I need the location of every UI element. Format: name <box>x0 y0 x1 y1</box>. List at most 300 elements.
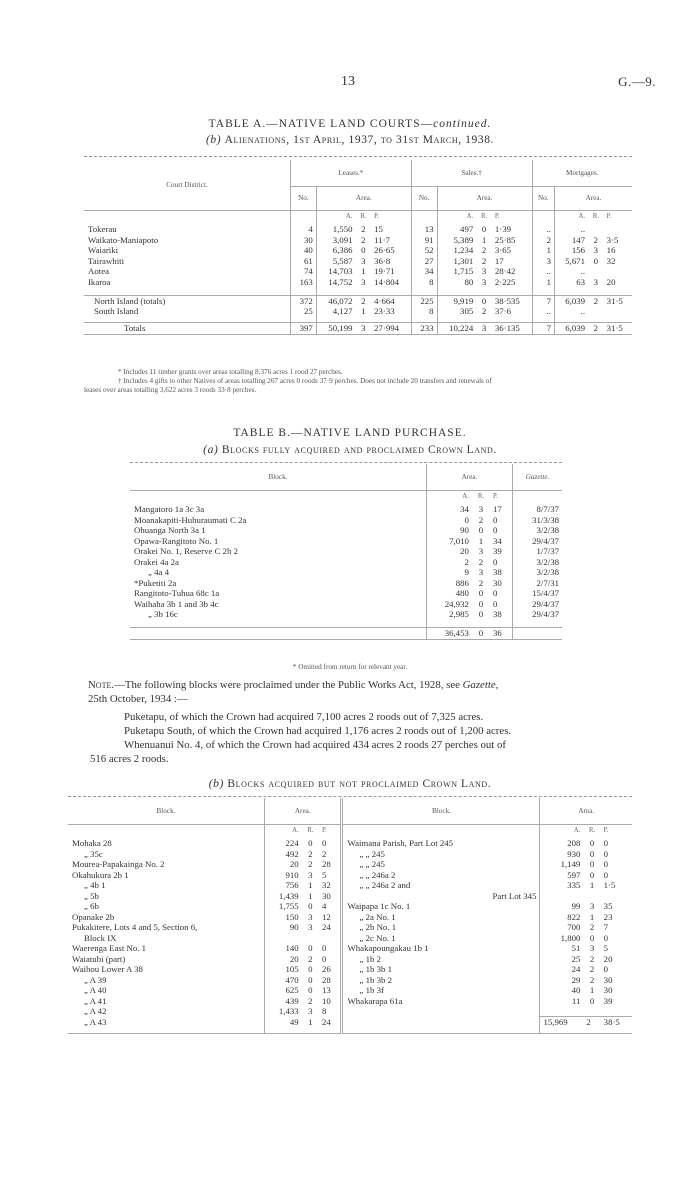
sales-roods: 0 <box>481 224 487 234</box>
area-perches: 0 <box>490 588 513 599</box>
block-name: „ 1b 3f <box>342 985 540 996</box>
mortgages-no: 2 <box>532 235 554 246</box>
sales-acres: 9,919 <box>453 295 474 306</box>
leases-acres: 4,127 <box>332 306 353 316</box>
total-roods: 0 <box>478 628 484 638</box>
mortgages-perches <box>604 224 632 235</box>
table-b-subtitle-a: (a) Blocks fully acquired and proclaimed Crown Land. <box>203 444 497 456</box>
table-row <box>68 943 632 954</box>
table-row <box>68 964 632 975</box>
sales-perches: 17 <box>492 256 532 267</box>
block-name: Pukakitere, Lots 4 and 5, Section 6, <box>68 922 265 933</box>
area-perches: 0 <box>603 859 609 869</box>
subtotal-row <box>84 295 632 306</box>
area-acres: 822 <box>567 911 581 922</box>
block-name: „ 4a 4 <box>130 567 427 578</box>
area-perches: 24 <box>321 1016 331 1027</box>
sales-acres: 1,234 <box>453 245 474 255</box>
leases-perches: 23·33 <box>371 306 411 317</box>
block-name: „ A 42 <box>68 1006 265 1017</box>
mortgages-roods <box>588 266 604 277</box>
area-perches: 5 <box>603 943 609 953</box>
sales-acres: 10,224 <box>449 323 474 333</box>
sales-acres: 1,715 <box>453 266 474 276</box>
col-area: Area. <box>316 186 411 210</box>
mortgages-perches: 20 <box>606 276 616 287</box>
mortgages-perches <box>604 306 632 317</box>
table-row <box>68 975 632 986</box>
area-acres: 480 <box>455 588 469 598</box>
table-b-subtitle-b: (b) Blocks acquired but not proclaimed Crown Land. <box>208 778 492 790</box>
area-perches: 13 <box>321 985 331 995</box>
mortgages-perches: 16 <box>606 245 616 255</box>
block-name: „ A 41 <box>68 996 265 1007</box>
leases-acres: 14,703 <box>328 266 353 276</box>
table-row <box>68 901 632 912</box>
area-roods: 3 <box>308 922 313 932</box>
leases-acres: 14,752 <box>328 276 353 287</box>
block-name: „ „ 245 <box>342 859 540 870</box>
col-no: No. <box>291 186 317 210</box>
area-roods: 2 <box>478 577 484 588</box>
mortgages-acres: 5,671 <box>565 255 586 266</box>
area-roods: 2 <box>589 953 595 964</box>
area-acres: 1,439 <box>278 890 299 901</box>
area-acres: 11 <box>571 995 581 1006</box>
block-name: „ 2c No. 1 <box>342 933 540 944</box>
mortgages-no: .. <box>532 224 554 235</box>
mortgages-acres: .. <box>580 224 586 234</box>
area-perches: 2 <box>321 848 327 859</box>
mortgages-no: 1 <box>532 277 554 288</box>
table-row <box>68 954 632 965</box>
area-perches: 28 <box>321 859 331 869</box>
table-a: Court District. Leases.* Sales.† Mortgages. No. Area. No. Area. No. Area. A. R. P. A. R. P. A. R. P. Tokerau 4 1,550 2 15 13 497 0 1·39 .. .. Waikato-Maniapoto 30 3,091 2 11·7 91 5,389 1 25·85 2 147 2 3·5 Waiariki 40 6,386 0 26·65 52 1,234 2 3·65 1 156 3 16 Tairawhiti 61 5,587 3 36·8 27 1,301 2 17 3 5,671 0 32 Aotea 74 14,703 1 19·71 34 1,715 3 28·42 .. .. Ikaroa 163 14,752 3 14·804 8 80 3 2·225 1 63 3 20 North Island (totals) 372 46,072 2 4·664 225 9,919 0 38·535 7 6,039 2 31·5 South Island 25 4,127 1 23·33 8 305 2 37·6 .. .. Totals 397 50,199 3 27·994 233 10,224 3 36·135 7 6,039 2 31·5 <box>84 160 632 335</box>
note-item: Puketapu South, of which the Crown had acquired 1,176 acres 2 roods out of 1,200 acres. <box>124 725 512 737</box>
block-name: Waimana Parish, Part Lot 245 <box>342 838 540 849</box>
col-block: Block. <box>130 464 427 490</box>
table-row <box>84 224 632 235</box>
table-row <box>84 256 632 267</box>
area-perches: 28 <box>321 974 331 985</box>
area-acres: 105 <box>285 964 299 974</box>
area-perches: 0 <box>321 943 327 953</box>
area-acres: 29 <box>571 974 581 985</box>
table-row <box>68 1017 632 1028</box>
sales-perches: 37·6 <box>492 306 532 317</box>
block-name: „ 5b <box>68 891 265 902</box>
sales-no: 27 <box>411 256 437 267</box>
court-district: Aotea <box>84 266 291 277</box>
area-perches: 0 <box>603 869 609 880</box>
area-acres: 597 <box>567 869 581 880</box>
leases-no: 163 <box>291 277 317 288</box>
block-name: Waiatubi (part) <box>68 954 265 965</box>
area-acres: 140 <box>285 943 299 953</box>
leases-acres: 5,587 <box>332 255 353 266</box>
leases-acres: 50,199 <box>328 323 353 333</box>
mortgages-roods <box>588 306 604 317</box>
table-row <box>130 599 562 610</box>
table-row <box>130 525 562 536</box>
area-roods: 0 <box>478 588 484 598</box>
mortgages-roods: 3 <box>593 276 599 287</box>
area-roods: 3 <box>478 567 484 577</box>
table-row <box>68 996 632 1007</box>
leases-perches: 19·71 <box>371 266 411 277</box>
page-number: 13 <box>341 74 355 89</box>
area-acres: 2,985 <box>449 609 469 619</box>
court-district: Waikato-Maniapoto <box>84 235 291 246</box>
area-perches: 35 <box>603 901 613 911</box>
leases-roods: 2 <box>361 234 366 245</box>
mortgages-roods: 2 <box>593 323 599 333</box>
area-roods: 0 <box>308 974 313 985</box>
table-a-subtitle: (b) Alienations, 1st April, 1937, to 31st March, 1938. <box>205 134 495 146</box>
area-acres: 492 <box>285 848 299 859</box>
block-name: Waipapa 1c No. 1 <box>342 901 540 912</box>
block-name: *Puketiti 2a <box>130 578 427 589</box>
area-acres: 910 <box>285 869 299 880</box>
area-acres <box>265 933 302 944</box>
area-acres: 20 <box>460 546 469 556</box>
block-name: „ 3b 16c <box>130 609 427 620</box>
sales-no: 233 <box>411 323 437 335</box>
gazette-date: 29/4/37 <box>532 609 559 619</box>
table-row <box>68 870 632 881</box>
table-b-top-rule <box>130 462 562 463</box>
block-name: Ohuanga North 3a 1 <box>130 525 427 536</box>
block-name: „ A 40 <box>68 985 265 996</box>
area-roods: 1 <box>478 535 484 546</box>
area-roods: 2 <box>308 953 313 964</box>
block-name: „ 1b 2 <box>342 954 540 965</box>
leases-roods: 1 <box>361 306 366 316</box>
block-name: Block IX <box>68 933 265 944</box>
mortgages-acres: .. <box>580 266 586 276</box>
sales-acres: 80 <box>464 276 474 287</box>
mortgages-no: .. <box>532 306 554 317</box>
area-roods: 0 <box>308 985 313 995</box>
leases-no: 30 <box>291 235 317 246</box>
table-row <box>130 536 562 547</box>
table-bb-top-rule <box>68 796 632 797</box>
leases-acres: 6,386 <box>332 245 353 255</box>
table-row <box>68 859 632 870</box>
area-roods: 3 <box>478 504 484 514</box>
block-name: „ A 39 <box>68 975 265 986</box>
area-acres: 2 <box>464 556 469 567</box>
area-perches: 0 <box>490 557 513 568</box>
table-row <box>68 880 632 891</box>
gazette-date: 1/7/37 <box>536 546 559 556</box>
table-b-b: Block. Area. Block. Area. A. R. P. A. R. P. Mohaka 28 224 0 0 Waimana Parish, Part Lot 245 208 0 0 „ 35c 492 2 2 „ „ 245 930 0 0 Mourea-Papakainga No. 2 20 2 28 „ „ 245 1,149 0 0 Okahukura 2b 1 910 3 5 „ „ 246a 2 597 0 0 „ 4b 1 756 1 32 „ „ 246a 2 and 335 1 1·5 „ 5b 1,439 1 30 Part Lot 345 „ 6b 1,755 0 4 Waipapa 1c No. 1 99 3 35 Opanake 2b 150 3 12 „ 2a No. 1 822 1 23 Pukakitere, Lots 4 and 5, Section 6, 90 3 24 „ 2b No. 1 700 2 7 Block IX „ 2c No. 1 1,800 0 0 Waerenga East No. 1 140 0 0 Whakapoungakau 1b 1 51 3 5 Waiatubi (part) 20 2 0 „ 1b 2 25 2 20 Waihou Lower A 38 105 0 26 „ 1b 3b 1 24 2 0 „ A 39 470 0 28 „ 1b 3b 2 29 2 30 „ A 40 625 0 13 „ 1b 3f 40 1 30 „ A 41 439 2 10 Whakarapa 61a 11 0 39 „ A 42 1,433 3 8 „ A 43 49 1 24 15,969 2 38·5 <box>68 798 632 1034</box>
totals-row <box>84 323 632 335</box>
area-perches: 0 <box>321 953 327 964</box>
area-perches: 0 <box>490 599 513 610</box>
mortgages-acres: 147 <box>571 234 586 245</box>
area-roods: 0 <box>308 964 313 974</box>
area-acres: 99 <box>571 901 581 911</box>
leases-perches: 4·664 <box>371 295 411 306</box>
col-no: No. <box>532 186 554 210</box>
block-name: Mangatoro 1a 3c 3a <box>130 504 427 515</box>
area-roods: 0 <box>308 901 313 911</box>
area-perches: 12 <box>321 911 331 922</box>
col-area-left: Area. <box>294 806 311 815</box>
spacer-row <box>84 287 632 295</box>
court-district: North Island (totals) <box>84 295 291 306</box>
sales-roods: 2 <box>481 255 487 266</box>
leases-acres: 3,091 <box>332 234 353 245</box>
area-perches: 39 <box>490 546 513 557</box>
block-name: Okahukura 2b 1 <box>68 870 265 881</box>
gazette-date: 3/2/38 <box>536 525 559 535</box>
area-roods: 3 <box>308 1006 313 1016</box>
area-roods: 2 <box>589 964 595 974</box>
court-district: Waiariki <box>84 245 291 256</box>
sales-roods: 3 <box>481 266 487 276</box>
area-roods <box>583 891 600 902</box>
total-acres: 36,453 <box>444 628 469 638</box>
area-roods: 0 <box>589 859 595 869</box>
leases-perches: 15 <box>371 224 411 235</box>
area-roods: 1 <box>589 880 595 890</box>
area-roods: 0 <box>308 838 313 848</box>
col-block-right: Block. <box>342 798 540 824</box>
mortgages-roods: 0 <box>593 255 599 266</box>
area-acres: 625 <box>285 985 299 995</box>
sales-roods: 3 <box>481 323 487 333</box>
mortgages-perches: 3·5 <box>606 234 619 245</box>
area-acres: 1,800 <box>560 932 581 943</box>
table-row <box>84 277 632 288</box>
block-name: „ 1b 3b 2 <box>342 975 540 986</box>
mortgages-no: 1 <box>532 245 554 256</box>
area-roods: 0 <box>589 995 595 1006</box>
area-roods: 0 <box>308 943 313 953</box>
area-acres: 886 <box>455 577 469 588</box>
sales-no: 8 <box>411 306 437 317</box>
area-perches: 7 <box>603 922 609 932</box>
block-name: „ 2a No. 1 <box>342 912 540 923</box>
table-b-note-items <box>90 710 684 766</box>
area-acres: 90 <box>289 922 299 932</box>
area-perches: 8 <box>321 1006 327 1016</box>
table-row <box>84 245 632 256</box>
block-name: Part Lot 345 <box>342 891 540 902</box>
table-a-footnote-3: leases over areas totalling 3,622 acres 3 roods 33·8 perches. <box>84 386 257 394</box>
leases-perches: 14·804 <box>371 277 411 288</box>
area-perches: 0 <box>490 525 513 536</box>
area-roods: 2 <box>589 974 595 985</box>
col-area: Area. <box>437 186 532 210</box>
blank-cell <box>130 628 427 640</box>
table-a-footnote-1: * Includes 11 timber grants over areas totalling 8,376 acres 1 rood 27 perches. <box>118 368 343 376</box>
sales-roods: 0 <box>481 295 487 306</box>
table-b-title: TABLE B.—NATIVE LAND PURCHASE. <box>233 427 467 439</box>
table-row <box>130 567 562 578</box>
leases-no: 397 <box>291 323 317 335</box>
area-acres: 20 <box>289 953 299 964</box>
blank-cell <box>583 1006 600 1017</box>
block-name: Rangitoto-Tuhua 68c 1a <box>130 588 427 599</box>
area-acres: 930 <box>567 848 581 859</box>
block-name: Waihaha 3b 1 and 3b 4c <box>130 599 427 610</box>
table-row <box>130 515 562 526</box>
area-roods: 3 <box>308 869 313 880</box>
area-acres: 1,149 <box>560 859 581 869</box>
area-perches: 30 <box>603 974 613 985</box>
table-row <box>68 891 632 902</box>
sales-no: 34 <box>411 266 437 277</box>
area-roods: 0 <box>589 838 595 848</box>
area-roods: 1 <box>308 1016 313 1027</box>
sales-perches: 2·225 <box>492 277 532 288</box>
table-row <box>68 922 632 933</box>
block-name: Whakarapa 61a <box>342 996 540 1007</box>
sales-acres: 305 <box>460 306 474 316</box>
mortgages-acres: 156 <box>571 245 586 255</box>
leases-roods: 2 <box>361 224 366 234</box>
area-perches: 0 <box>321 838 327 848</box>
leases-roods: 2 <box>361 295 366 306</box>
area-acres: 439 <box>285 995 299 1006</box>
area-roods: 1 <box>308 880 313 890</box>
blank-cell <box>342 1017 540 1028</box>
leases-no: 25 <box>291 306 317 317</box>
leases-roods: 3 <box>361 323 366 333</box>
leases-no: 74 <box>291 266 317 277</box>
table-b-footnote: * Omitted from return for relevant year. <box>292 663 408 671</box>
area-roods: 2 <box>478 556 484 567</box>
table-row <box>68 985 632 996</box>
area-acres: 34 <box>460 504 469 514</box>
mortgages-no: 3 <box>532 256 554 267</box>
area-perches: 38 <box>490 609 513 620</box>
area-roods: 2 <box>589 922 595 932</box>
area-perches: 30 <box>321 890 331 901</box>
block-name: Waihou Lower A 38 <box>68 964 265 975</box>
area-perches: 26 <box>321 964 331 974</box>
block-name: Opanake 2b <box>68 912 265 923</box>
area-perches <box>319 933 342 944</box>
sales-roods: 1 <box>481 234 487 245</box>
totals-row <box>130 628 562 640</box>
sales-roods: 3 <box>481 276 487 287</box>
table-b-note: Note.—The following blocks were proclaimed under the Public Works Act, 1928, see Gazette, 25th October, 1934 :— <box>88 679 499 705</box>
gazette-date: 15/4/37 <box>532 588 559 598</box>
sales-perches: 36·135 <box>492 323 532 335</box>
area-acres: 1,755 <box>278 901 299 911</box>
court-district: Tairawhiti <box>84 256 291 267</box>
block-name: Orakei No. 1, Reserve C 2b 2 <box>130 546 427 557</box>
mortgages-acres: .. <box>580 306 586 316</box>
blank-cell <box>342 1006 540 1017</box>
area-perches: 0 <box>603 932 609 943</box>
area-acres: 9 <box>464 567 469 577</box>
court-district: Ikaroa <box>84 277 291 288</box>
block-name: „ 4b 1 <box>68 880 265 891</box>
leases-roods: 1 <box>361 266 366 276</box>
spacer-row <box>68 1028 632 1034</box>
gazette-date: 8/7/37 <box>536 504 559 514</box>
col-no: No. <box>411 186 437 210</box>
area-roods: 1 <box>589 911 595 922</box>
block-name: Opawa-Rangitoto No. 1 <box>130 536 427 547</box>
area-roods <box>302 933 319 944</box>
sales-roods: 2 <box>481 306 487 316</box>
gazette-date: 3/2/38 <box>536 567 559 577</box>
col-area-right: Area. <box>578 806 595 815</box>
area-acres: 25 <box>571 953 581 964</box>
table-row <box>130 578 562 589</box>
area-acres: 0 <box>464 514 469 525</box>
block-name: „ 6b <box>68 901 265 912</box>
court-district: Totals <box>84 323 291 335</box>
area-perches: 1·5 <box>603 880 616 890</box>
leases-perches: 36·8 <box>371 256 411 267</box>
area-acres: 700 <box>567 922 581 932</box>
table-row <box>84 266 632 277</box>
table-row <box>68 1006 632 1017</box>
area-roods: 3 <box>308 911 313 922</box>
table-row <box>130 609 562 620</box>
sales-perches: 1·39 <box>492 224 532 235</box>
sales-perches: 28·42 <box>492 266 532 277</box>
blank-cell <box>513 628 562 640</box>
mortgages-no: .. <box>532 266 554 277</box>
col-block-left: Block. <box>68 798 265 824</box>
document-reference: G.—9. <box>618 74 656 89</box>
table-a-footnote-2: † Includes 4 gifts to other Natives of areas totalling 267 acres 0 roods 37·9 perches. Does not include 20 transfers and renewals of <box>118 377 492 385</box>
table-a-top-rule <box>84 156 632 157</box>
col-area: Area. <box>427 464 513 490</box>
blank-cell <box>601 1006 632 1017</box>
area-roods: 0 <box>589 869 595 880</box>
area-perches: 39 <box>603 995 613 1006</box>
block-name: Mohaka 28 <box>68 838 265 849</box>
area-acres: 208 <box>567 838 581 848</box>
leases-roods: 3 <box>361 255 366 266</box>
table-b-a: Block. Area. Gazette. A. R. P. Mangatoro 1a 3c 3a 34 3 17 8/7/37 Moanakapiti-Huhuraumati C 2a 0 2 0 31/3/38 Ohuanga North 3a 1 90 0 0 3/2/38 Opawa-Rangitoto No. 1 7,010 1 34 29/4/37 Orakei No. 1, Reserve C 2b 2 20 3 39 1/7/37 Orakei 4a 2a 2 2 0 3/2/38 „ 4a 4 9 3 38 3/2/38 *Puketiti 2a 886 2 30 2/7/31 Rangitoto-Tuhua 68c 1a 480 0 0 15/4/37 Waihaha 3b 1 and 3b 4c 24,932 0 0 29/4/37 „ 3b 16c 2,985 0 38 29/4/37 36,453 0 36 <box>130 464 562 640</box>
leases-no: 61 <box>291 256 317 267</box>
area-acres: 90 <box>460 525 469 535</box>
area-perches: 0 <box>603 838 609 848</box>
block-name: Mourea-Papakainga No. 2 <box>68 859 265 870</box>
total-perches: 36 <box>490 628 513 640</box>
mortgages-no: 7 <box>532 323 554 335</box>
sales-no: 13 <box>411 224 437 235</box>
total-acres: 15,969 <box>540 1017 583 1028</box>
mortgages-acres: 63 <box>576 276 586 287</box>
table-row <box>68 912 632 923</box>
area-perches: 17 <box>490 504 513 515</box>
note-item: Whenuanui No. 4, of which the Crown had acquired 434 acres 2 roods 27 perches out of <box>124 739 506 751</box>
area-acres: 470 <box>285 974 299 985</box>
area-acres: 1,433 <box>278 1006 299 1016</box>
area-roods: 2 <box>478 514 484 525</box>
mortgages-roods <box>588 224 604 235</box>
gazette-date: 29/4/37 <box>532 535 559 546</box>
area-perches: 38 <box>490 567 513 578</box>
gazette-date: 31/3/38 <box>532 514 559 525</box>
col-area: Area. <box>585 193 602 202</box>
gazette-date: 29/4/37 <box>532 598 559 609</box>
mortgages-roods: 3 <box>593 245 599 255</box>
blank-cell <box>540 1006 583 1017</box>
mortgages-acres: 6,039 <box>565 295 586 306</box>
